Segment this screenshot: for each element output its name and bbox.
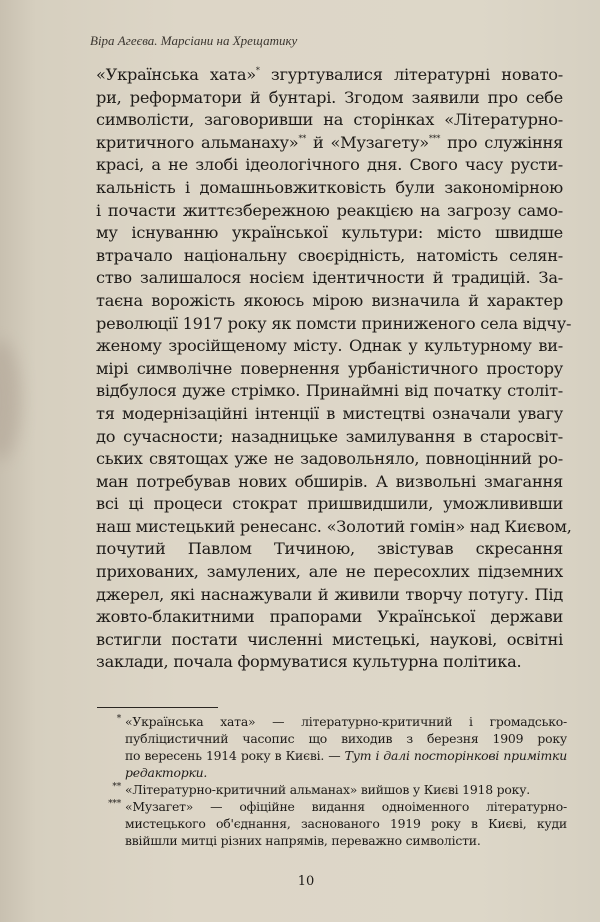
footnote-2 — [112, 781, 567, 798]
text-line — [96, 403, 563, 426]
page-number: 10 — [297, 874, 315, 889]
text-line — [96, 380, 563, 403]
footnote-mark: *** — [108, 799, 121, 809]
text-segment: жовто-блакитними прапорами Української держави — [96, 607, 563, 627]
text-line — [96, 335, 563, 358]
text-segment: мірі символічне повернення урбаністичного простору — [96, 358, 563, 378]
footnote-1 — [116, 713, 568, 781]
footnote-line — [125, 747, 567, 764]
editor-note: редакторки. — [125, 765, 208, 780]
text-segment: прихованих, замулених, але не пересохлих підземних — [96, 562, 563, 582]
text-segment: му існуванню української культури: місто швидше — [96, 223, 563, 243]
text-segment: ство залишалося носієм ідентичности й традицій. За- — [96, 268, 563, 288]
text-line — [96, 358, 563, 381]
text-line — [96, 154, 563, 177]
footnote-mark: ** — [112, 782, 121, 792]
text-segment: ри, реформатори й бунтарі. Згодом заявили про себе — [96, 87, 563, 107]
text-segment: встигли постати численні мистецькі, наукові, освітні — [96, 629, 563, 649]
text-segment: женому зросійщеному місту. Однак у культурному ви- — [96, 336, 563, 356]
text-segment: почутий Павлом Тичиною, звістував скресання — [96, 539, 563, 559]
text-segment: наш мистецький ренесанс. «Золотий гомін» над Києвом, — [96, 516, 572, 536]
running-header: Віра Агеєва. Марсіани на Хрещатику — [90, 33, 298, 48]
text-segment: таєна ворожість якоюсь мірою визначила й характер — [96, 290, 563, 310]
text-line — [96, 448, 563, 471]
text-segment: джерел, які наснажували й живили творчу потугу. Під — [96, 584, 563, 604]
text-line — [96, 200, 563, 223]
footnote-line: «Літературно-критичний альманах» вийшов у Києві 1918 року. — [125, 782, 531, 797]
text-line — [96, 561, 563, 584]
text-line — [96, 426, 563, 449]
text-line — [96, 629, 563, 652]
footnote-line: ввійшли митці різних напрямів, переважно символісти. — [125, 833, 481, 848]
text-segment: ських святощах уже не задовольняло, повноцінний ро- — [96, 449, 563, 469]
text-segment: втрачало національну своєрідність, натомість селян- — [96, 245, 563, 265]
text-line — [96, 87, 563, 110]
footnote-line: публіцистичний часопис що виходив з березня 1909 року — [125, 731, 567, 746]
text-segment: критичного альманаху» — [96, 132, 299, 152]
text-line — [96, 64, 563, 87]
text-segment: всі ці процеси стократ пришвидшили, уможлививши — [96, 494, 563, 514]
text-segment: до сучасности; назадницьке замилування в старосвіт- — [96, 426, 563, 446]
text-segment: згуртувалися літературні новато- — [259, 65, 564, 84]
footnotes — [108, 713, 568, 849]
text-line — [96, 471, 563, 494]
footnote-reference: ** — [298, 133, 306, 143]
footnote-text: по вересень 1914 року в Києві. — — [125, 748, 345, 763]
footnote-reference: *** — [428, 133, 441, 143]
text-segment: заклади, почала формуватися культурна політика. — [96, 652, 522, 672]
text-line — [96, 222, 563, 245]
text-segment: символісти, заговоривши на сторінках «Літературно- — [96, 110, 563, 130]
text-line — [96, 493, 563, 516]
text-segment: ман потребував нових обширів. А визвольні змагання — [96, 471, 563, 491]
text-segment: про служіння — [440, 132, 564, 152]
text-line — [96, 132, 563, 155]
text-segment: і почасти життєзбережною реакцією на загрозу само- — [96, 200, 563, 220]
footnote-mark: * — [116, 714, 121, 724]
text-line — [96, 245, 563, 268]
text-line — [96, 109, 563, 132]
text-line — [96, 267, 563, 290]
text-line — [96, 651, 563, 674]
text-line — [96, 516, 572, 539]
footnote-line: мистецького об'єднання, заснованого 1919 року в Києві, куди — [125, 816, 567, 831]
text-segment: відбулося дуже стрімко. Принаймні від початку століт- — [96, 381, 563, 401]
text-line — [96, 290, 563, 313]
text-segment: красі, а не злобі ідеологічного дня. Свого часу русти- — [96, 155, 563, 175]
footnote-line: «Музагет» — офіційне видання одноіменного літературно- — [125, 799, 567, 814]
text-segment: кальність і домашньовжитковість були закономірною — [96, 177, 563, 197]
footnote-line — [125, 764, 567, 781]
text-segment: революції 1917 року як помсти приниженого села відчу- — [96, 313, 572, 333]
text-segment: «Українська хата» — [96, 65, 256, 84]
editor-note: Тут і далі посторінкові примітки — [344, 748, 568, 763]
footnote-reference: * — [255, 66, 260, 75]
footnote-3 — [108, 798, 567, 849]
text-line — [96, 606, 563, 629]
text-line — [96, 584, 563, 607]
text-line — [96, 538, 563, 561]
text-line — [96, 313, 572, 336]
footnote-line: «Українська хата» — літературно-критичний і громадсько- — [125, 714, 567, 729]
main-text — [96, 64, 572, 674]
text-segment: тя модернізаційні інтенції в мистецтві означали увагу — [96, 403, 563, 423]
text-segment: й «Музагету» — [305, 132, 429, 152]
text-line — [96, 177, 563, 200]
photo-shadow — [0, 340, 20, 460]
footnote-divider — [97, 707, 218, 708]
